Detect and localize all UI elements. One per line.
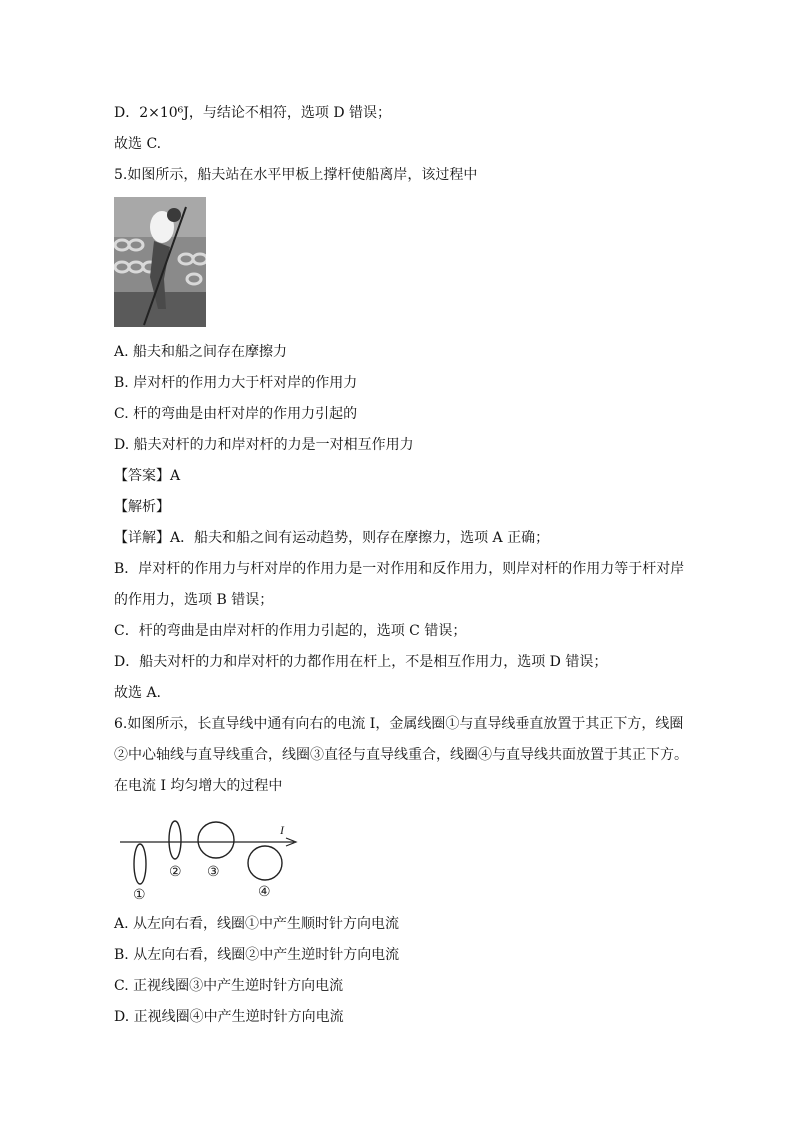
question-6-stem: 6.如图所示，长直导线中通有向右的电流 I，金属线圈①与直导线垂直放置于其正下方，线圈 xyxy=(114,716,684,732)
explanation-line: B．岸对杆的作用力与杆对岸的作用力是一对作用和反作用力，则岸对杆的作用力等于杆对岸 xyxy=(114,561,685,577)
explanation-line: C．杆的弯曲是由岸对杆的作用力引起的，选项 C 错误； xyxy=(114,623,467,639)
answer-label: 【答案】A xyxy=(114,468,181,484)
text-line: 故选 C. xyxy=(114,136,162,152)
option-b: B. 从左向右看，线圈②中产生逆时针方向电流 xyxy=(114,947,400,963)
question-6-stem: ②中心轴线与直导线重合，线圈③直径与直导线重合，线圈④与直导线共面放置于其正下方。 xyxy=(114,747,688,763)
option-d: D. 船夫对杆的力和岸对杆的力是一对相互作用力 xyxy=(114,437,414,453)
text-line: D．2×10⁶J，与结论不相符，选项 D 错误； xyxy=(114,105,392,121)
explanation-line: 【详解】A．船夫和船之间有运动趋势，则存在摩擦力，选项 A 正确； xyxy=(114,530,550,546)
coil-label-2: ② xyxy=(169,865,182,880)
analysis-label: 【解析】 xyxy=(114,499,170,515)
option-c: C. 正视线圈③中产生逆时针方向电流 xyxy=(114,978,344,994)
explanation-line: 的作用力，选项 B 错误； xyxy=(114,592,274,608)
option-c: C. 杆的弯曲是由杆对岸的作用力引起的 xyxy=(114,406,358,422)
coil-3 xyxy=(198,822,234,858)
coil-2 xyxy=(169,821,181,859)
coil-label-1: ① xyxy=(133,888,146,902)
option-d: D. 正视线圈④中产生逆时针方向电流 xyxy=(114,1009,344,1025)
coil-label-4: ④ xyxy=(258,885,271,900)
question-6-stem: 在电流 I 均匀增大的过程中 xyxy=(114,778,283,794)
current-label: I xyxy=(280,823,284,837)
coil-diagram xyxy=(114,812,304,906)
option-b: B. 岸对杆的作用力大于杆对岸的作用力 xyxy=(114,375,358,391)
option-a: A. 从左向右看，线圈①中产生顺时针方向电流 xyxy=(114,916,400,932)
question-5-stem: 5.如图所示，船夫站在水平甲板上撑杆使船离岸，该过程中 xyxy=(114,167,478,183)
option-a: A. 船夫和船之间存在摩擦力 xyxy=(114,344,288,360)
explanation-line: D．船夫对杆的力和岸对杆的力都作用在杆上，不是相互作用力，选项 D 错误； xyxy=(114,654,608,670)
boatman-photo xyxy=(114,197,206,327)
coil-4 xyxy=(248,846,282,880)
coil-1 xyxy=(134,844,146,884)
explanation-line: 故选 A. xyxy=(114,685,162,701)
coil-label-3: ③ xyxy=(207,865,220,880)
